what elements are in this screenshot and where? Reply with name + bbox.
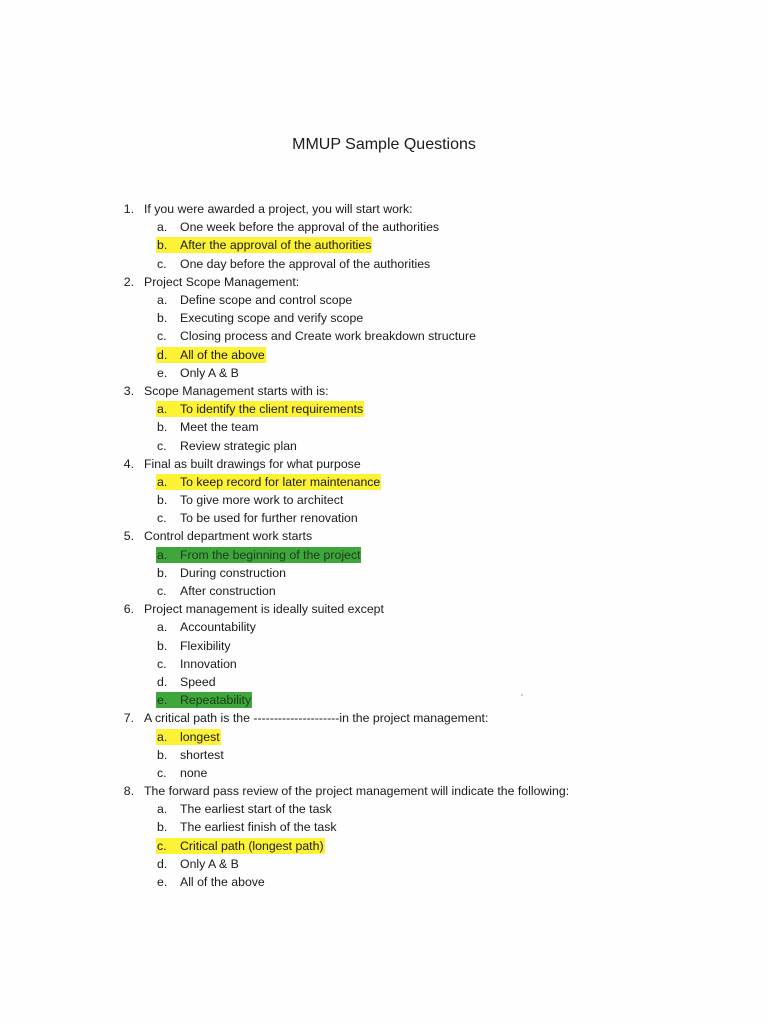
option-text: Repeatability: [180, 693, 252, 708]
option-letter: b.: [157, 420, 168, 435]
option-content: [156, 819, 338, 835]
option-6e: [110, 691, 670, 709]
question-number: 6.: [123, 602, 134, 617]
option-letter: a.: [157, 293, 168, 308]
question-number: 2.: [123, 274, 134, 289]
option-letter: b.: [157, 638, 168, 653]
option-2c: [110, 327, 670, 345]
option-content: [156, 510, 359, 526]
option-8d: [110, 855, 670, 873]
question-text: Project management is ideally suited except: [144, 602, 384, 617]
option-2b: [110, 309, 670, 327]
option-letter: a.: [157, 547, 168, 562]
option-text: Review strategic plan: [180, 438, 297, 453]
question-8: [110, 782, 670, 800]
option-3a: [110, 400, 670, 418]
option-text: Speed: [180, 674, 216, 689]
option-letter: b.: [157, 747, 168, 762]
option-text: Accountability: [180, 620, 256, 635]
option-text: Executing scope and verify scope: [180, 311, 364, 326]
option-content: [156, 365, 240, 381]
option-text: The earliest finish of the task: [180, 820, 337, 835]
option-letter: c.: [157, 838, 167, 853]
option-1a: [110, 218, 670, 236]
question-list: [110, 200, 670, 891]
option-letter: c.: [157, 256, 167, 271]
question-number: 4.: [123, 456, 134, 471]
option-letter: b.: [157, 238, 168, 253]
option-content: [156, 619, 257, 635]
option-7a: [110, 727, 670, 745]
option-letter: d.: [157, 347, 168, 362]
option-content: [156, 638, 232, 654]
option-content: [156, 747, 225, 763]
option-content: [156, 674, 217, 690]
option-5b: [110, 564, 670, 582]
option-content: [156, 310, 364, 326]
option-text: To give more work to architect: [180, 493, 344, 508]
scan-speck: [521, 694, 523, 696]
option-content: [156, 401, 364, 417]
option-text: Only A & B: [180, 856, 239, 871]
page-title: MMUP Sample Questions: [292, 136, 476, 153]
question-2: [110, 273, 670, 291]
option-content: [156, 874, 266, 890]
option-text: One day before the approval of the authorities: [180, 256, 431, 271]
option-text: shortest: [180, 747, 224, 762]
option-6b: [110, 637, 670, 655]
question-5: [110, 527, 670, 545]
question-number: 3.: [123, 383, 134, 398]
option-text: Define scope and control scope: [180, 293, 353, 308]
option-letter: b.: [157, 565, 168, 580]
option-text: All of the above: [180, 875, 265, 890]
option-content: [156, 801, 333, 817]
option-letter: c.: [157, 584, 167, 599]
option-letter: a.: [157, 729, 168, 744]
question-6: [110, 600, 670, 618]
question-3: [110, 382, 670, 400]
option-8e: [110, 873, 670, 891]
option-3b: [110, 418, 670, 436]
option-letter: d.: [157, 856, 168, 871]
option-content: [156, 565, 287, 581]
option-letter: b.: [157, 311, 168, 326]
option-5c: [110, 582, 670, 600]
option-content: [156, 438, 298, 454]
option-2a: [110, 291, 670, 309]
question-text: A critical path is the ---------------------in the project management:: [144, 711, 489, 726]
option-letter: c.: [157, 765, 167, 780]
question-number: 1.: [123, 202, 134, 217]
option-5a: [110, 546, 670, 564]
option-text: none: [180, 765, 208, 780]
option-letter: c.: [157, 511, 167, 526]
option-text: The earliest start of the task: [180, 802, 332, 817]
option-content: [156, 237, 372, 253]
option-content: [156, 256, 431, 272]
option-1b: [110, 236, 670, 254]
question-text: Scope Management starts with is:: [144, 383, 329, 398]
option-letter: a.: [157, 474, 168, 489]
option-content: [156, 492, 344, 508]
option-content: [156, 219, 440, 235]
option-8b: [110, 818, 670, 836]
option-2e: [110, 364, 670, 382]
option-letter: e.: [157, 875, 168, 890]
option-letter: a.: [157, 402, 168, 417]
question-text: The forward pass review of the project management will indicate the following:: [144, 784, 570, 799]
question-text: Project Scope Management:: [144, 274, 300, 289]
option-8a: [110, 800, 670, 818]
option-letter: c.: [157, 656, 167, 671]
option-8c: [110, 837, 670, 855]
option-4c: [110, 509, 670, 527]
option-4b: [110, 491, 670, 509]
question-text: Control department work starts: [144, 529, 313, 544]
option-letter: a.: [157, 620, 168, 635]
option-text: All of the above: [180, 347, 265, 362]
question-text: If you were awarded a project, you will start work:: [144, 202, 413, 217]
option-letter: e.: [157, 365, 168, 380]
option-content: [156, 583, 277, 599]
option-content: [156, 292, 353, 308]
option-content: [156, 729, 221, 745]
option-letter: c.: [157, 438, 167, 453]
option-text: To identify the client requirements: [180, 402, 364, 417]
option-4a: [110, 473, 670, 491]
question-1: [110, 200, 670, 218]
question-text: Final as built drawings for what purpose: [144, 456, 361, 471]
option-content: [156, 765, 208, 781]
option-content: [156, 347, 266, 363]
option-6d: [110, 673, 670, 691]
option-text: To keep record for later maintenance: [180, 474, 381, 489]
option-content: [156, 856, 240, 872]
option-1c: [110, 255, 670, 273]
option-6a: [110, 618, 670, 636]
option-7b: [110, 746, 670, 764]
option-letter: b.: [157, 493, 168, 508]
question-number: 8.: [123, 784, 134, 799]
option-content: [156, 656, 238, 672]
option-text: Meet the team: [180, 420, 259, 435]
option-7c: [110, 764, 670, 782]
option-text: longest: [180, 729, 220, 744]
option-text: Only A & B: [180, 365, 239, 380]
question-number: 7.: [123, 711, 134, 726]
option-content: [156, 419, 260, 435]
option-text: One week before the approval of the authorities: [180, 220, 440, 235]
option-text: After the approval of the authorities: [180, 238, 372, 253]
question-7: [110, 709, 670, 727]
option-text: Flexibility: [180, 638, 231, 653]
option-text: From the beginning of the project: [180, 547, 361, 562]
option-letter: a.: [157, 802, 168, 817]
option-text: Critical path (longest path): [180, 838, 324, 853]
option-6c: [110, 655, 670, 673]
option-text: After construction: [180, 584, 276, 599]
option-letter: e.: [157, 693, 168, 708]
option-letter: d.: [157, 674, 168, 689]
option-content: [156, 547, 361, 563]
option-text: During construction: [180, 565, 286, 580]
option-letter: c.: [157, 329, 167, 344]
option-text: To be used for further renovation: [180, 511, 358, 526]
option-content: [156, 692, 252, 708]
option-2d: [110, 346, 670, 364]
option-text: Closing process and Create work breakdown structure: [180, 329, 476, 344]
option-content: [156, 838, 325, 854]
option-letter: b.: [157, 820, 168, 835]
option-letter: a.: [157, 220, 168, 235]
question-number: 5.: [123, 529, 134, 544]
option-content: [156, 474, 381, 490]
option-text: Innovation: [180, 656, 237, 671]
option-3c: [110, 436, 670, 454]
option-content: [156, 328, 477, 344]
question-4: [110, 455, 670, 473]
